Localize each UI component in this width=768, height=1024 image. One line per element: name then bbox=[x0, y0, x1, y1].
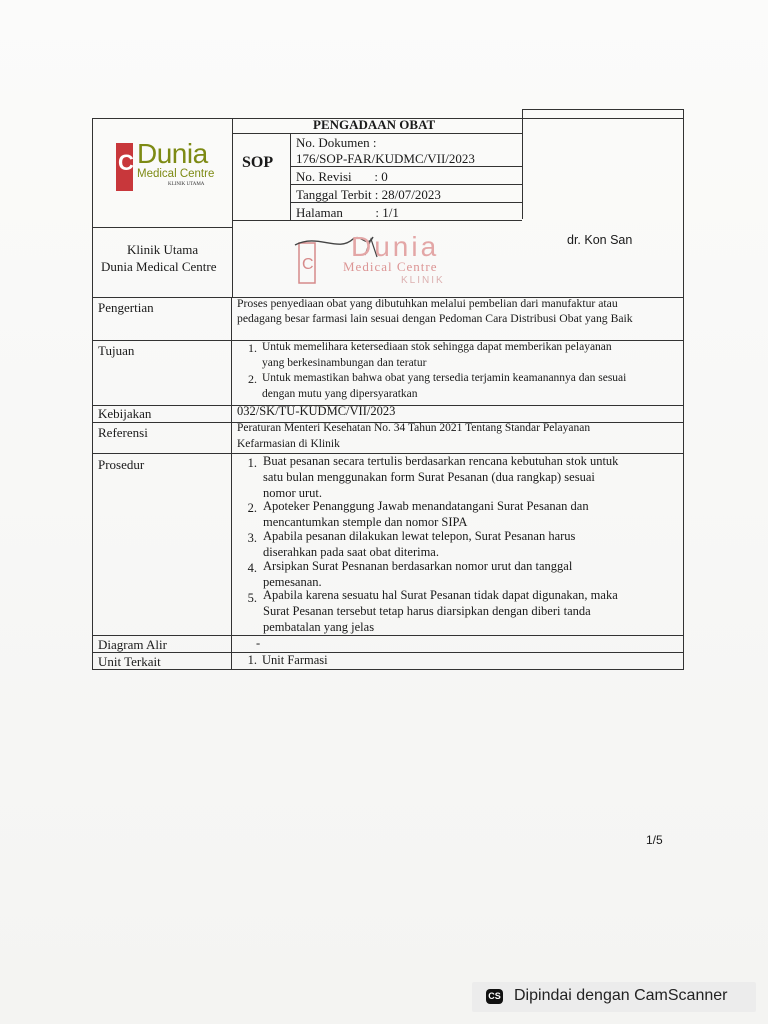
logo-subtitle: Medical Centre bbox=[137, 168, 215, 180]
camscanner-icon: CS bbox=[486, 989, 503, 1004]
prosedur-item-1-line3: nomor urut. bbox=[263, 486, 323, 500]
prosedur-item-1-number: 1. bbox=[247, 456, 257, 470]
tujuan-item-1-number: 1. bbox=[248, 341, 257, 355]
prosedur-item-1-line2: satu bulan menggunakan form Surat Pesanan (dua rangkap) sesuai bbox=[263, 470, 595, 484]
stamp-small-text: KLINIK bbox=[401, 275, 445, 286]
prosedur-item-4-line1: Arsipkan Surat Pesnanan berdasarkan nomor urut dan tanggal bbox=[263, 559, 573, 573]
tujuan-item-2-line2: dengan mutu yang dipersyaratkan bbox=[262, 388, 418, 400]
tujuan-label: Tujuan bbox=[98, 343, 135, 358]
diagram-alir-label: Diagram Alir bbox=[98, 637, 167, 652]
clinic-name-line1: Klinik Utama bbox=[127, 242, 199, 257]
halaman: Halaman : 1/1 bbox=[296, 205, 399, 220]
page-number: 1/5 bbox=[646, 833, 663, 847]
prosedur-item-2-line2: mencantumkan stemple dan nomor SIPA bbox=[263, 515, 468, 529]
dunia-logo bbox=[116, 140, 216, 196]
camscanner-text: Dipindai dengan CamScanner bbox=[514, 987, 728, 1004]
unit-terkait-text: Unit Farmasi bbox=[262, 653, 328, 667]
referensi-text-line1: Peraturan Menteri Kesehatan No. 34 Tahun 2021 Tentang Standar Pelayanan bbox=[237, 422, 591, 434]
no-revisi: No. Revisi : 0 bbox=[296, 169, 388, 184]
referensi-text-line2: Kefarmasian di Klinik bbox=[237, 438, 340, 450]
prosedur-item-2-number: 2. bbox=[247, 501, 257, 515]
logo-small-text: KLINIK UTAMA bbox=[168, 182, 205, 187]
kebijakan-label: Kebijakan bbox=[98, 406, 152, 421]
diagram-alir-text: - bbox=[256, 636, 261, 650]
tanggal-terbit: Tanggal Terbit : 28/07/2023 bbox=[296, 187, 441, 202]
clinic-stamp bbox=[293, 233, 478, 288]
prosedur-item-3-number: 3. bbox=[247, 531, 257, 545]
no-dokumen-value: 176/SOP-FAR/KUDMC/VII/2023 bbox=[296, 151, 475, 166]
kebijakan-text: 032/SK/TU-KUDMC/VII/2023 bbox=[237, 404, 396, 418]
prosedur-item-5-line3: pembatalan yang jelas bbox=[263, 620, 375, 634]
sop-label: SOP bbox=[242, 154, 274, 171]
prosedur-item-5-number: 5. bbox=[247, 591, 257, 605]
stamp-name: Dunia bbox=[351, 231, 440, 262]
logo-name: Dunia bbox=[137, 138, 208, 169]
prosedur-item-5-line2: Surat Pesanan tersebut tetap harus diarsipkan dengan diberi tanda bbox=[263, 604, 591, 618]
camscanner-watermark bbox=[472, 982, 756, 1012]
no-dokumen-label: No. Dokumen : bbox=[296, 135, 377, 150]
pengertian-label: Pengertian bbox=[98, 300, 154, 315]
pengertian-text-line1: Proses penyediaan obat yang dibutuhkan melalui pembelian dari manufaktur atau bbox=[237, 297, 618, 310]
pengertian-text-line2: pedagang besar farmasi lain sesuai dengan Pedoman Cara Distribusi Obat yang Baik bbox=[237, 312, 633, 325]
tujuan-item-2-number: 2. bbox=[248, 372, 257, 386]
referensi-label: Referensi bbox=[98, 425, 148, 440]
prosedur-item-1-line1: Buat pesanan secara tertulis berdasarkan rencana kebutuhan stok untuk bbox=[263, 454, 619, 468]
stamp-subtitle: Medical Centre bbox=[343, 259, 438, 274]
logo-letter: C bbox=[118, 150, 134, 175]
signatory-name: dr. Kon San bbox=[567, 233, 633, 247]
unit-terkait-number: 1. bbox=[247, 653, 257, 667]
prosedur-item-5-line1: Apabila karena sesuatu hal Surat Pesanan tidak dapat digunakan, maka bbox=[263, 588, 618, 602]
tujuan-item-1-line1: Untuk memelihara ketersediaan stok sehingga dapat memberikan pelayanan bbox=[262, 341, 612, 353]
clinic-name-line2: Dunia Medical Centre bbox=[101, 259, 217, 274]
prosedur-item-3-line1: Apabila pesanan dilakukan lewat telepon, Surat Pesanan harus bbox=[263, 529, 576, 543]
prosedur-item-4-number: 4. bbox=[247, 561, 257, 575]
prosedur-item-3-line2: diserahkan pada saat obat diterima. bbox=[263, 545, 439, 559]
document-title: PENGADAAN OBAT bbox=[313, 117, 436, 132]
unit-terkait-label: Unit Terkait bbox=[98, 654, 161, 669]
prosedur-label: Prosedur bbox=[98, 457, 145, 472]
tujuan-item-2-line1: Untuk memastikan bahwa obat yang tersedia terjamin keamanannya dan sesuai bbox=[262, 372, 627, 384]
prosedur-item-2-line1: Apoteker Penanggung Jawab menandatangani Surat Pesanan dan bbox=[263, 499, 589, 513]
tujuan-item-1-line2: yang berkesinambungan dan teratur bbox=[262, 357, 427, 369]
prosedur-item-4-line2: pemesanan. bbox=[263, 575, 322, 589]
svg-text:C: C bbox=[302, 256, 314, 273]
